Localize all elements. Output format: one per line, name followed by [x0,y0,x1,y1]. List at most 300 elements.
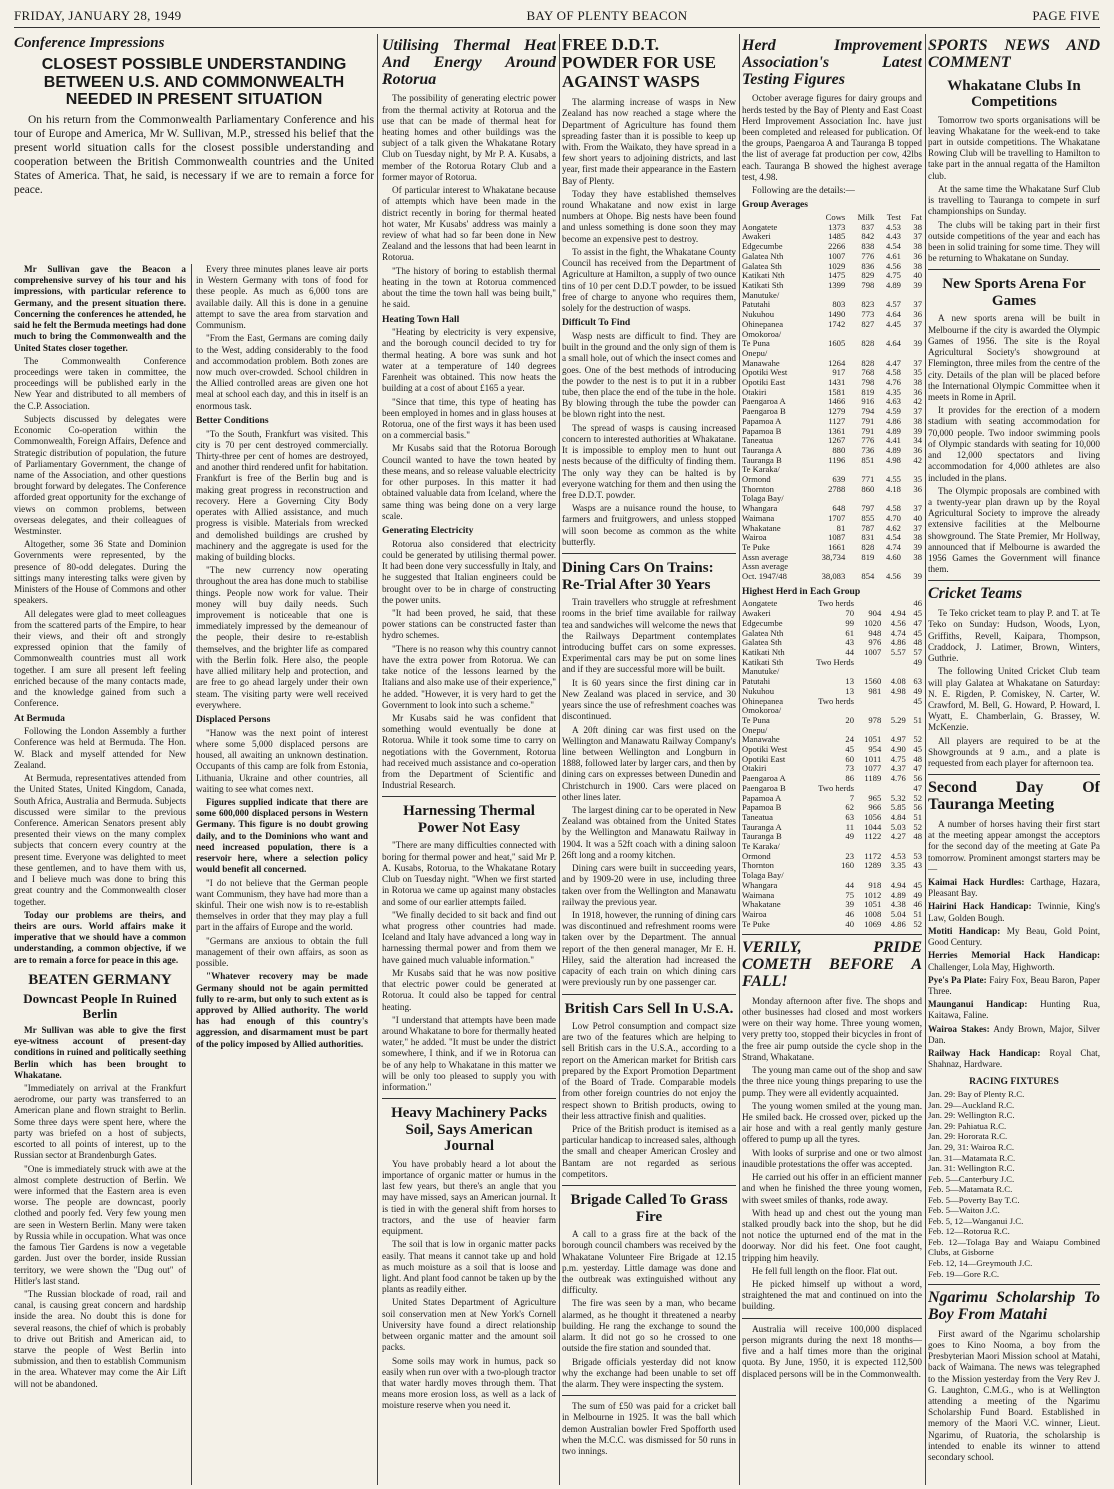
pride-paragraph: The young women smiled at the young man. He smiled back. He crossed over, picked up the air hose and with a real gently manly gesture offered to pump up all the tyres. [742,1100,922,1145]
table-cell: 62 [845,802,855,813]
table-cell: 38 [913,221,922,232]
thermal-paragraph: The possibility of generating electric power from the thermal activity at Rotorua and the use that can be made of thermal heat for heating homes and other buildings was the subject of a talk given the Whakatane Rotary Club on Tuesday night, by Mr P. A. Kusabs, a member of the Rotorua Rotary Club and a former mayor of Rotorua. [382,93,556,182]
machinery-headline: Heavy Machinery Packs Soil, Says American Journal [391,1105,547,1155]
table-cell: 823 [861,299,875,310]
dining-paragraph: A 20ft dining car was first used on the Wellington and Manawatu Railway Company's line between Wellington and Longburn in 1888, followed later by larger cars, and then by dining cars on expresses between Dunedin and Christchurch in 1900. Cars were placed on other lines later. [562,724,736,802]
pride-paragraph: Monday afternoon after five. The shops and other businesses had closed and most workers were on their way home. Three young women, very pretty too, stopped their bicycles in front of the free air pump outside the cycle shop in the Strand, Whakatane. [742,995,922,1062]
table-cell: 1051 [864,899,882,910]
table-cell: 4.38 [890,899,906,910]
table-cell: 63 [913,676,922,687]
table-cell: 52 [913,734,922,745]
table-cell: Onepu/ [742,347,768,358]
thermal-paragraph: Rotorua also considered that electricity could be generated by utilising thermal power. It had been done very successfully in Italy, and he suggested that Italian engineers could be brought over to be in charge of constructing the power units. [382,538,556,605]
table-cell: Awakeri [742,608,771,619]
table-cell: Assn average [742,551,789,562]
table-cell: 51 [913,811,922,822]
table-cell: Te Puke [742,918,770,929]
table-cell: 52 [913,918,922,929]
pride-paragraph: He picked himself up without a word, straightened the mat and continued on into the building. [742,1279,922,1312]
table-cell: Te Karaka/ [742,841,780,852]
table-cell: 45 [913,744,922,755]
table-cell: 75 [845,889,855,900]
table-cell: 4.84 [890,811,906,822]
divider [562,994,736,995]
table-cell: 4.64 [885,338,901,349]
conference-paragraph: "Whatever recovery may be made Germany should not be again permitted fully to re-arm, but only to such extent as is approved by Allied authority. The world has had enough of this country's aggression, and disarmament must be part of the policy imposed by Allied authorities. [196,971,368,1049]
race-name: Herries Memorial Hack Handicap: [928,950,1100,961]
table-cell: 43 [913,860,922,871]
race-name: Kaimai Hack Hurdles: [928,877,1025,888]
table-cell: 13 [845,685,855,696]
table-cell: 1127 [828,415,846,426]
divider [742,1318,922,1319]
table-cell: 831 [861,532,875,543]
table-cell: Thornton [742,860,774,871]
clubs-paragraph: Tomorrow two sports organisations will be leaving Whakatane for the week-end to take part in outside competitions. The Whakatane Rowing Club will be travelling to Hamilton to take part in the annual regatta of the Hamilton club. [928,114,1100,181]
fixture-item: Feb. 12, 14—Greymouth J.C. [928,1257,1033,1268]
machinery-paragraph: The soil that is low in organic matter packs easily. That means it cannot take up and hold as much moisture as a soil that is loose and light. And plant food cannot be taken up by the plants as readily either. [382,1239,556,1295]
table-cell: Oct. 1947/48 [742,571,787,582]
table-cell: 4.58 [885,503,901,514]
thermal-paragraph: Of particular interest to Whakatane because of attempts which have been made in the district recently in boring for thermal heated hot water, Mr Kusabs' address was mainly a review of what had so far been done in New Zealand and the lessons that had been learnt in Rotorua. [382,185,556,263]
table-cell: 45 [913,695,922,706]
table-cell: 34 [913,435,922,446]
race-horses: Hunting Rua, Kaitawa, Faline. [928,999,1100,1021]
conference-paragraph: Subjects discussed by delegates were Economic Co-operation within the Commonwealth, Foreign Affairs, Defence and Strategic distribution of population, the future of Parliamentary Government, the change of name of the Association, and other questions brought forward by delegates. The Conference afforded great opportunity for the exchange of views on common problems, between overseas delegates, and their colleagues of Westminster. [14,413,186,537]
fixture-item: Jan. 29: Bay of Plenty R.C. [928,1089,1025,1100]
conference-paragraph: "From the East, Germans are coming daily to the West, adding considerably to the food and accommodation problem. Both zones are now much over-crowded. School children in the Allied controlled areas are given one hot meal at school each day, and this in itself is an enormous task. [196,333,368,411]
pride-paragraph: The young man came out of the shop and saw the three nice young things preparing to use the pump. They were all evidently acquainted. [742,1065,922,1098]
table-cell: Paengaroa B [742,406,786,417]
table-cell: 4.60 [885,551,901,562]
table-cell: 1605 [828,338,846,349]
table-cell: 2788 [828,483,846,494]
table-cell: 1267 [828,435,846,446]
table-cell: Assn average [742,561,789,572]
ddt-paragraph: Today they have established themselves round Whakatane and now exist in large numbers at Ohope. Big nests have been found and unless something is done soon they may become an expensive pest to destroy. [562,188,736,244]
table-cell: 4.70 [885,512,901,523]
table-cell: 1466 [828,396,846,407]
table-cell: 965 [868,792,882,803]
table-cell: 46 [845,908,855,919]
table-cell: 776 [861,435,875,446]
table-cell: 1007 [864,647,882,657]
table-cell: 1011 [864,753,882,764]
race-entry [928,1024,1100,1046]
table-cell: 36 [913,250,922,261]
table-cell: 842 [861,231,875,242]
ddt-paragraph: Wasps are a nuisance round the house, to farmers and fruitgrowers, and unless stopped will soon become as common as the white butterfly. [562,503,736,547]
table-cell: 1087 [828,532,846,543]
table-cell: 5.29 [890,714,906,725]
table-cell: 4.57 [885,299,901,310]
table-cell [854,658,881,668]
conference-paragraph: "Hanow was the next point of interest where some 5,000 displaced persons are housed, all awaiting an unknown destination. Occupants of this camp are folk from Estonia, Lithuania, Ukraine and other countries, all waiting to see what comes next. [196,727,368,794]
table-cell: 1077 [864,763,882,774]
fixtures-headline: RACING FIXTURES [969,1075,1059,1087]
table-cell: 38,083 [821,571,846,582]
table-cell: Opotiki West [742,744,788,755]
clubs-paragraph: The clubs will be taking part in their first outside competitions of the year and each has been in solid training for some time. They will be returning to Whakatane on Sunday. [928,219,1100,264]
table-cell: 4.35 [885,386,901,397]
table-cell: 63 [845,811,855,822]
table-cell: Manutuke/ [742,666,780,677]
group-averages-title: Group Averages [742,199,808,211]
table-cell: Te Puke [742,541,770,552]
table-cell: 837 [861,221,875,232]
table-cell: 39 [913,338,922,349]
table-cell: 38 [913,551,922,562]
table-cell: Katikati Nth [742,647,785,657]
table-cell: Galatea Sth [742,637,782,648]
table-cell: 776 [861,250,875,261]
brigade-paragraph: Brigade officials yesterday did not know why the exchange had been unable to set off the alarm. They were inspecting the system. [562,1356,736,1389]
germany-paragraph: "The Russian blockade of road, rail and canal, is causing great concern and hardship inside the area. No doubt this is done for several reasons, the chief of which is probably to drive out British and American aid, to starve the people of West Berlin into submission, and then to establish Communism in the area. Whatever may come the Air Lift will not be abandoned. [14,1288,186,1389]
ngarimu-text: First award of the Ngarimu scholarship goes to Kino Nooma, a boy from the Presbyterian Maori Mission school at Matahi, back of Waimana. The news was telegraphed to the Mission yesterday from the Very Rev J. G. Laughton, C.M.G., who is at Wellington attending a meeting of the Ngarimu Scholarship Fund Board. Established in memory of the Maori V.C. winner, Lieut. Ngarimu, of Ruatoria, the scholarship is intended to enable its winner to attend secondary school. [928,1328,1100,1463]
table-cell: 4.53 [890,850,906,861]
table-cell: 1044 [864,821,882,832]
table-cell: 37 [913,357,922,368]
table-cell: Tauranga A [742,821,782,832]
table-cell: 160 [841,860,855,871]
table-cell: Nukuhou [742,309,774,320]
table-cell: 4.74 [890,627,906,638]
pride-paragraph: He carried out his offer in an efficient manner and when he finished the three young women, with sweet smiles of thanks, rode away. [742,1172,922,1205]
table-cell: 4.58 [885,367,901,378]
table-cell: Nukuhou [742,685,774,696]
table-cell: 47 [913,782,922,793]
table-cell: Tauranga A [742,444,782,455]
column-three [562,34,736,1485]
table-cell: 1361 [828,425,846,436]
table-cell: 11 [845,821,855,832]
table-cell: Papamoa B [742,425,782,436]
table-cell: Taneatua [742,811,773,822]
table-cell: 639 [832,474,846,485]
table-cell: 47 [913,763,922,774]
table-cell: 42 [913,396,922,407]
harnessing-paragraph: Mr Kusabs said that he was now positive that electric power could be generated at Rotorua. It could also be tapped for central heating. [382,967,556,1012]
table-cell: 981 [868,685,882,696]
brigade-headline: Brigade Called To Grass Fire [570,1192,728,1225]
table-cell: Two herds [818,782,855,793]
race-horses: Challenger, Lola May, Highworth. [928,961,1055,972]
thermal-paragraph: "It had been proved, he said, that these power stations can be constructed faster than hydro schemes. [382,607,556,641]
table-cell: 1485 [828,231,846,242]
table-cell: 60 [845,753,855,764]
table-cell: 53 [913,850,922,861]
table-cell: 51 [913,714,922,725]
column-four [742,34,922,1485]
table-cell: 1012 [864,889,882,900]
fixture-item: Jan. 29, 31: Wairoa R.C. [928,1141,1015,1152]
table-cell: 36 [913,483,922,494]
table-cell: Papamoa A [742,792,782,803]
table-cell: 1056 [864,811,882,822]
table-cell: 954 [868,744,882,755]
table-cell: 787 [861,522,875,533]
group-row [742,339,922,349]
race-name: Hairini Hack Handicap: [928,901,1032,912]
conference-paragraph: At Bermuda, representatives attended from the United States, United Kingdom, Canada, South Africa, Australia and Bermuda. Subjects discussed were similar to the previous Conference. American Senators present ably presented their views on the many complex subjects that concern every country at the present time. Everyone was delighted to meet these gentlemen, and to have them with us, and I believe much was done to bring this great country and the Commonwealth closer together. [14,773,186,907]
column-two [382,34,556,1485]
table-cell: 36 [913,386,922,397]
conference-paragraph: The Commonwealth Conference proceedings were taken in committee, the proceedings will be published early in the New Year and distributed to all members of the C.P. Association. [14,355,186,411]
divider [382,796,556,797]
table-cell: 771 [861,474,875,485]
british-cars-paragraph: Price of the British product is itemised as a particular handicap to increased sales, although the small and cheaper American Crosley and Bantam are not regarded as serious competitors. [562,1124,736,1179]
fixture-item: Feb. 12—Tolaga Bay and Waiapu Combined Clubs, at Gisborne [928,1236,1100,1258]
table-cell: 1661 [828,541,846,552]
table-cell: 880 [832,444,846,455]
highest-herd-table [742,599,922,929]
table-cell: 37 [913,406,922,417]
british-cars-paragraph: Low Petrol consumption and compact size are two of the features which are helping to sell British cars in the U.S.A., according to a report on the American market for British cars prepared by the Export Promotion Department of the Board of Trade. Comparable models from other foreign countries do not enjoy the respect shown to British products, owing to their less attractive finish and qualities. [562,1021,736,1121]
table-cell: 4.89 [885,425,901,436]
table-cell: Katikati Nth [742,270,785,281]
table-cell: 736 [861,444,875,455]
table-cell: Te Puna [742,714,770,725]
table-cell: Te Puna [742,338,770,349]
table-cell: Patutahi [742,299,771,310]
thermal-subhead: Generating Electricity [382,524,474,536]
table-cell: Otakiri [742,763,767,774]
paper-name: BAY OF PLENTY BEACON [526,8,688,23]
table-cell [881,697,906,707]
thermal-paragraph: "The history of boring to establish thermal heating in the town at Rotorua commenced about the time the town hall was being built," he said. [382,265,556,310]
table-cell: 978 [868,714,882,725]
table-cell: 35 [913,367,922,378]
table-cell: Paengaroa B [742,782,786,793]
divider [562,1185,736,1186]
table-cell: 918 [868,879,882,890]
fixture-item: Feb. 5—Waiton J.C. [928,1205,1000,1216]
table-cell: 61 [845,627,855,638]
table-cell: Opotiki East [742,377,786,388]
conference-paragraph: Every three minutes planes leave air ports in Western Germany with tons of food for these people. As much as 6,000 tons are available daily. All this is done in a genuine attempt to save the area from starvation and Communism. [196,264,368,331]
brigade-paragraph: The fire was seen by a man, who became alarmed, as he thought it threatened a nearby building. He rang the exchange to sound the alarm. It did not go so he crossed to one outside the fire station and sounded that. [562,1298,736,1354]
table-cell: 81 [836,522,846,533]
table-cell: 38 [913,415,922,426]
table-cell: 4.59 [885,406,901,417]
arena-headline: New Sports Arena For Games [942,276,1086,309]
ddt-paragraph: Wasp nests are difficult to find. They are built in the ground and the only sign of them is a small hole, out of which the insect comes and goes. One of the best methods of introducing the powder to the nest is to put it in a rubber tube, then place the end of the tube in the hole. By blowing through the tube the powder can be blown right into the nest. [562,330,736,420]
table-cell: 49 [913,656,922,667]
divider [928,1284,1100,1285]
table-cell: 1196 [828,454,846,465]
divider [382,1098,556,1099]
table-cell: 4.56 [890,617,906,628]
dining-paragraph: Train travellers who struggle at refreshment rooms in the brief time available for railway tea and sandwiches will welcome the news that the Railways Department contemplates introducing buffet cars on some expresses. Experimental cars may be put on some lines and if they are successful more will be built. [562,597,736,675]
pride-headline: VERILY, PRIDE COMETH BEFORE A FALL! [742,939,922,990]
fixture-item: Jan. 29—Auckland R.C. [928,1099,1015,1110]
column-rule [739,34,740,1485]
table-cell: 819 [861,386,875,397]
table-cell: 45 [913,879,922,890]
table-cell: 1020 [864,617,882,628]
divider [928,269,1100,270]
arena-paragraph: A new sports arena will be built in Melbourne if the city is awarded the Olympic Games of 1956. The site is the Royal Agricultural Society's showground at Flemington, three miles from the centre of the city. Details of the plan will be placed before the International Olympic Committee when it meets in Rome in April. [928,313,1100,402]
table-cell: 948 [868,627,882,638]
table-cell: Onepu/ [742,724,768,735]
table-cell: 838 [861,241,875,252]
table-cell: 1707 [828,512,846,523]
table-cell: 1399 [828,279,846,290]
ddt-paragraph: The spread of wasps is causing increased concern to interested authorities at Whakatane. It is impossible to employ men to hunt out nests because of the difficulty of finding them. The only way they can be halted is by everyone watching for them and then using the free D.D.T. powder. [562,422,736,500]
table-cell: Wairoa [742,908,767,919]
table-header-cell: Fat [911,212,922,223]
arena-paragraph: It provides for the erection of a modern stadium with seating accommodation for 70,000 people. Two indoor swimming pools of Olympic standards with seating for 10,000 and 12,000 spectators and living accommodation for 4,000 athletes are also included in the plans. [928,405,1100,483]
herd-following: Following are the details:— [752,185,855,196]
cricket-paragraph: Te Teko cricket team to play P. and T. at Te Teko on Sunday: Hudson, Woods, Lyon, Griffiths, Revell, Kaipara, Thompson, Craddock, J. Latimer, Brown, Winters, Guthrie. [928,608,1100,664]
table-cell: 4.97 [890,734,906,745]
table-cell: 86 [845,773,855,784]
table-cell: 916 [861,396,875,407]
table-cell: Patutahi [742,676,771,687]
table-header-cell: Milk [857,212,875,223]
race-name: Motiti Handicap: [928,925,1001,936]
table-cell: 794 [861,406,875,417]
table-cell: 828 [861,338,875,349]
table-cell: Ohinepanea [742,318,784,329]
dining-paragraph: In 1918, however, the running of dining cars was discontinued and refreshment rooms were taken over by the Department. The annual report of the then general manager, Mr E. H. Hiley, said the alteration had increased the capacity of each train on which dining cars were previously run by one passenger car. [562,910,736,988]
fixture-item: Feb. 5, 12—Wanganui J.C. [928,1215,1024,1226]
table-cell: 1581 [828,386,846,397]
table-cell: 1029 [828,260,846,271]
herd-row [742,716,922,726]
table-cell: 48 [913,753,922,764]
fixture-item: Feb. 5—Canterbury J.C. [928,1173,1015,1184]
ngarimu-headline: Ngarimu Scholarship To Boy From Matahi [928,1289,1100,1323]
germany-paragraph: "One is immediately struck with awe at the almost complete destruction of Berlin. We were informed that the Eastern area is even worse. The people are downcast, poorly clothed and poorly fed. Very few young men are seen in Western Berlin. Many were taken by Russia while in occupation. What was once the famous Tier Gardens is now a vegetable garden. Just over the border, inside Russian territory, we were shown the "Dug out" of Hitler's last stand. [14,1163,186,1286]
table-cell: 48 [913,637,922,648]
table-cell: Manawahe [742,734,780,745]
race-horses: My Beau, Gold Point, Good Century. [928,925,1100,948]
group-row [742,572,922,582]
table-cell: 4.64 [885,309,901,320]
thermal-paragraph: Mr Kusabs said that the Rotorua Borough Council wanted to have the town heated by these means, and so release valuable electricity for other purposes. In this matter it had obtained valuable data from Iceland, where the same thing was being done on a very large scale. [382,443,556,521]
column-rule [377,34,378,1485]
table-cell: 37 [913,231,922,242]
table-cell: 791 [861,415,875,426]
table-cell: Katikati Sth [742,279,784,290]
table-cell: 791 [861,425,875,436]
fixture-item: Feb. 12—Rotorua R.C. [928,1226,1010,1237]
table-cell: 4.37 [890,763,906,774]
harnessing-paragraph: "I understand that attempts have been made around Whakatane to bore for thermally heated water," he added. "It must be under the district somewhere, I think, and if we in Rotorua can be of any help to Whakatane in this matter we will be only too pleased to supply you with information." [382,1014,556,1093]
race-entry [928,926,1100,948]
table-cell: 40 [845,918,855,929]
table-cell: 4.47 [885,357,901,368]
table-cell: 37 [913,318,922,329]
conference-paragraph: "The new currency now operating throughout the area has done much to stabilise things. People now work for value. Their money will buy daily needs. Such improvement is noticeable that one is immediately impressed by the demeanour of the people, their desire to re-establish themselves, and the brighter life as compared with the Berlin folk. Here also, the people have allied military help and protection, and are free to go ahead largely under their own steam. The visiting party were well received everywhere. [196,565,368,710]
table-cell: 803 [832,299,846,310]
conference-subhead: At Bermuda [14,712,65,724]
table-cell: Manutuke/ [742,289,780,300]
conference-paragraph: Figures supplied indicate that there are some 600,000 displaced persons in Western Germany. This figure is no doubt growing daily, and to the Dominions who want and need increased population, there is a reservoir here, where a selection policy would benefit all concerned. [196,797,368,875]
table-cell: Whakatane [742,522,781,533]
table-cell: 4.61 [885,250,901,261]
table-cell: Galatea Sth [742,260,782,271]
table-cell: 44 [845,879,855,890]
table-cell: 23 [845,850,855,861]
race-entry [928,901,1100,923]
table-cell: Tauranga B [742,454,782,465]
table-cell: 51 [913,908,922,919]
table-cell: 4.54 [885,532,901,543]
table-cell: 39 [913,425,922,436]
table-cell: 5.32 [890,792,906,803]
table-cell: 39 [913,541,922,552]
thermal-subhead: Heating Town Hall [382,313,460,325]
conference-headline: CLOSEST POSSIBLE UNDERSTANDING BETWEEN U.S. AND COMMONWEALTH NEEDED IN PRESENT SITUATION [41,56,347,108]
table-cell: 5.85 [890,802,906,813]
fixture-item: Feb. 5—Poverty Bay T.C. [928,1194,1020,1205]
column-rule [559,34,560,1485]
herd-headline: Herd Improvement Association's Latest Testing Figures [742,37,922,88]
table-cell [881,658,906,668]
table-cell: 20 [845,714,855,725]
table-cell: 4.54 [885,241,901,252]
table-cell: Omokoroa/ [742,328,782,339]
table-cell: 1051 [864,734,882,745]
race-horses: Carthage, Hazara, Pleasant Bay. [928,877,1100,899]
thermal-paragraph: "Heating by electricity is very expensive, and the borough council decided to try for thermal heating. A bore was sunk and hot water at a temperature of 140 degrees Farenheit was obtained. This now heats the building at a cost of about £165 a year. [382,327,556,394]
pride-paragraph: He fell full length on the floor. Flat out. [752,1265,898,1276]
table-cell: 4.53 [885,221,901,232]
table-cell: 4.90 [890,744,906,755]
race-horses: Fairy Fox, Beau Baron, Paper Three. [928,974,1100,996]
table-cell: 1007 [828,250,846,261]
table-cell: 40 [913,270,922,281]
fixture-item: Feb. 19—Gore R.C. [928,1268,1000,1279]
table-cell: 56 [913,802,922,813]
table-cell: Aongatete [742,221,778,232]
table-cell: 49 [913,685,922,696]
table-cell: 38 [913,377,922,388]
page-number: PAGE FIVE [1032,8,1100,23]
table-cell: Two Herds [816,656,855,667]
table-cell: 37 [913,299,922,310]
table-cell: 860 [861,483,875,494]
table-cell: 39 [845,899,855,910]
conference-subhead: Better Conditions [196,414,269,426]
table-cell: 52 [913,792,922,803]
fixture-item: Feb. 5—Matamata R.C. [928,1184,1013,1195]
table-cell: 49 [845,831,855,842]
table-cell: 38 [913,260,922,271]
race-entry [928,950,1100,972]
table-cell: Edgecumbe [742,241,783,252]
table-cell: 4.76 [890,773,906,784]
herd-intro: October average figures for dairy groups and herds tested by the Bay of Plenty and East Coast Herd Improvement Association Inc. have just been completed and released for publication. Of the groups, Paengaroa A and Tauranga B topped the list of average fat production per cow, 42lbs each. Tauranga B showed the highest average test, 4.98. [742,93,922,182]
germany-lead: Mr Sullivan was able to give the first eye-witness account of present-day conditions in ruined and politically seething Berlin which has been brought to Whakatane. [14,1024,186,1080]
table-cell: 5.03 [890,821,906,832]
table-cell: Wairoa [742,532,767,543]
table-cell: Tolaga Bay/ [742,493,784,504]
divider [562,1395,736,1396]
conference-column-a [14,264,186,1485]
thermal-paragraph: "There is no reason why this country cannot have the extra power from Rotorua. We can take notice of the lessons learned by the Italians and also make use of their experience," he added. "However, it is very hard to get the Government to look into such a scheme." [382,643,556,710]
table-cell: 38 [913,241,922,252]
conference-lead: On his return from the Commonwealth Parliamentary Conference and his tour of Europe and America, Mr W. Sullivan, M.P., stressed his belief that the present world situation calls for the closest possible understanding and cooperation between the British Commonwealth countries and the United States of America. That, he said, is necessary if we are to remain a force for peace. [14,114,374,196]
table-cell: 828 [861,541,875,552]
table-cell: 1289 [864,860,882,871]
conference-paragraph: "Germans are anxious to obtain the full management of their own affairs, as soon as possible. [196,935,368,969]
race-name: Maunganui Handicap: [928,999,1028,1010]
table-cell: 1172 [864,850,882,861]
thermal-paragraph: "Since that time, this type of heating has been employed in homes and in glass houses at Rotorua, one of the first ways it has been used on a commercial basis." [382,396,556,441]
